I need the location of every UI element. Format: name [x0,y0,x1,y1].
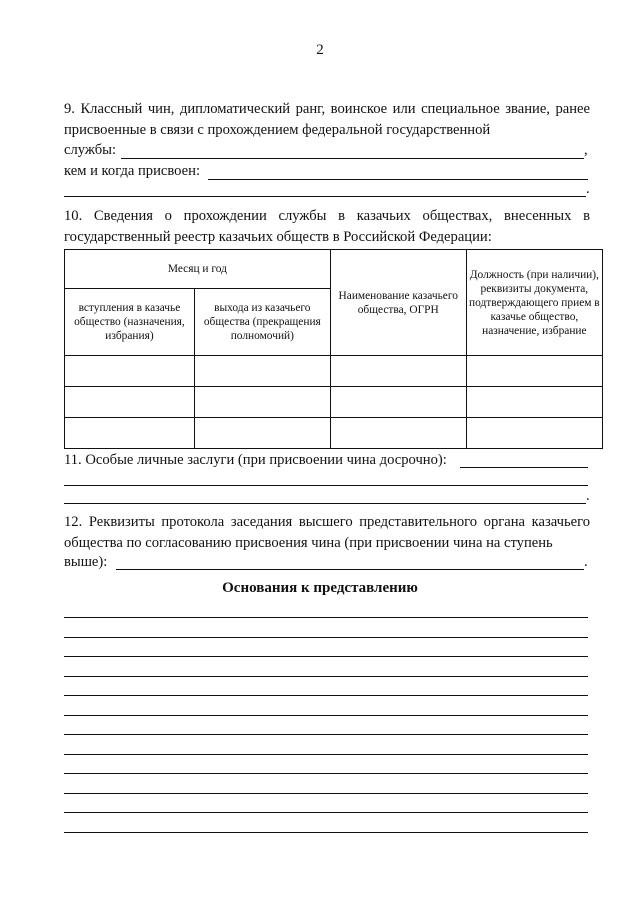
table-cell[interactable] [65,356,195,387]
item9-text: 9. Классный чин, дипломатический ранг, воинское или специальное звание, ранее присвоенные в связи с прохождением федеральной государственной [64,101,590,138]
item12-field[interactable] [116,569,584,570]
grounds-line[interactable] [64,793,588,794]
page-number: 2 [316,42,324,58]
table-cell[interactable] [65,387,195,418]
table-cell[interactable] [330,387,466,418]
table-cell[interactable] [194,418,330,449]
item11-field[interactable] [460,467,588,468]
grounds-line[interactable] [64,656,588,657]
table-cell[interactable] [194,387,330,418]
grounds-line[interactable] [64,637,588,638]
item12-above-label: выше): [64,554,108,570]
item11-period: . [586,488,590,504]
grounds-heading: Основания к представлению [222,580,418,596]
table-cell[interactable] [65,418,195,449]
item10-text: 10. Сведения о прохождении службы в казачьих обществах, внесенных в государственный реестр казачьих обществ в Российской Федерации: [64,208,590,245]
grounds-line[interactable] [64,773,588,774]
table-cell[interactable] [466,387,602,418]
header-entry: вступления в казачье общество (назначения, избрания) [65,289,195,356]
grounds-line[interactable] [64,695,588,696]
table-cell[interactable] [194,356,330,387]
table-cell[interactable] [466,356,602,387]
grounds-line[interactable] [64,734,588,735]
table-cell[interactable] [330,356,466,387]
header-month-year: Месяц и год [65,250,331,289]
table-row [65,418,603,449]
item11-text: 11. Особые личные заслуги (при присвоении чина досрочно): [64,452,447,468]
table-row [65,387,603,418]
item9-service-field[interactable] [121,158,584,159]
item9-who-when-field[interactable] [208,179,588,180]
grounds-line[interactable] [64,676,588,677]
grounds-line[interactable] [64,617,588,618]
item11-line-3[interactable] [64,503,586,504]
table-row [65,356,603,387]
item9-who-when-label: кем и когда присвоен: [64,163,201,179]
grounds-line[interactable] [64,715,588,716]
grounds-line[interactable] [64,832,588,833]
header-exit: выхода из казачьего общества (прекращения полномочий) [194,289,330,356]
item9-extra-line[interactable] [64,196,586,197]
table-cell[interactable] [330,418,466,449]
item12-text: 12. Реквизиты протокола заседания высшего представительного органа казачьего общества по согласованию присвоения чина (при присвоении чина на ступень [64,514,590,551]
header-position: Должность (при наличии), реквизиты документа, подтверждающего прием в казачье общество, назначение, избрание [466,250,602,356]
item9-period: . [586,181,590,197]
table-cell[interactable] [466,418,602,449]
item9-comma: , [584,142,588,158]
item12-period: . [584,554,588,570]
service-table [64,249,603,449]
header-society-name: Наименование казачьего общества, ОГРН [330,250,466,356]
item11-line-2[interactable] [64,485,588,486]
grounds-line[interactable] [64,754,588,755]
item9-service-label: службы: [64,142,117,158]
grounds-line[interactable] [64,812,588,813]
